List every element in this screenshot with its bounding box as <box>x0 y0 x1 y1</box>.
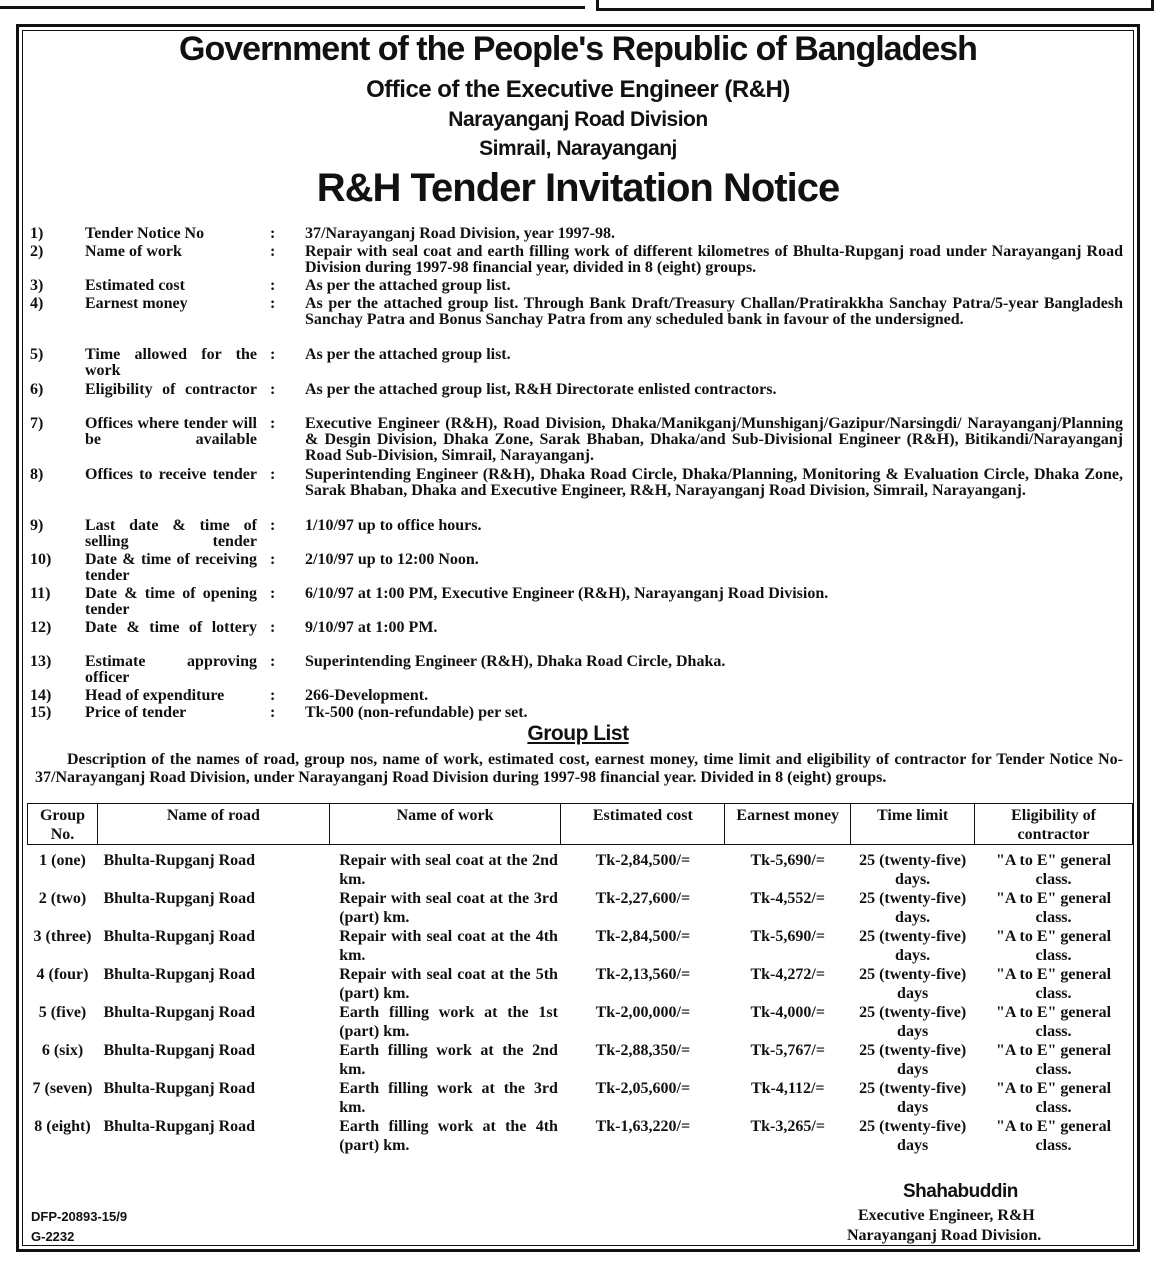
time-cell: 25 (twenty-five) days <box>859 1080 967 1116</box>
item-value: As per the attached group list. <box>305 346 511 363</box>
cost-cell: Tk-2,05,600/= <box>595 1080 691 1097</box>
cost-cell: Tk-2,13,560/= <box>595 966 691 983</box>
cost-cell: Tk-2,84,500/= <box>595 852 691 869</box>
cost-cell: Tk-1,63,220/= <box>595 1118 691 1135</box>
road-cell: Bhulta-Rupganj Road <box>103 1080 256 1097</box>
group-cell: 6 (six) <box>41 1042 84 1059</box>
column-header: Time limit <box>851 804 975 845</box>
government-heading: Government of the People's Republic of Bangladesh <box>179 30 977 68</box>
item-label: Head of expenditure <box>85 687 225 704</box>
signatory-name: Shahabuddin <box>903 1181 1018 1202</box>
work-cell: Repair with seal coat at the 3rd (part) km. <box>339 890 558 926</box>
group-list-description: Description of the names of road, group nos, name of work, estimated cost, earnest money, time limit and eligibility of contractor for Tender Notice No-37/Narayanganj Road Division, under Narayanganj Road Division during 1997-98 financial year. Divided in 8 (eight) groups. <box>35 751 1123 786</box>
earnest-cell: Tk-5,690/= <box>750 852 825 869</box>
table-row <box>28 845 1133 890</box>
work-cell: Earth filling work at the 3rd km. <box>339 1080 558 1116</box>
item-colon: : <box>270 381 276 398</box>
item-label: Offices where tender will be available <box>85 415 257 448</box>
cost-cell: Tk-2,84,500/= <box>595 928 691 945</box>
item-number: 1) <box>30 225 44 242</box>
item-colon: : <box>270 225 276 242</box>
item-colon: : <box>270 415 276 432</box>
road-cell: Bhulta-Rupganj Road <box>103 1042 256 1059</box>
item-number: 10) <box>30 551 52 568</box>
item-value: 37/Narayanganj Road Division, year 1997-98. <box>305 225 615 242</box>
item-colon: : <box>270 551 276 568</box>
item-label: Offices to receive tender <box>85 466 257 483</box>
work-cell: Earth filling work at the 1st (part) km. <box>339 1004 558 1040</box>
table-row <box>28 1117 1133 1155</box>
table-row <box>28 1003 1133 1041</box>
item-value: 2/10/97 up to 12:00 Noon. <box>305 551 479 568</box>
item-label: Estimate approving officer <box>85 653 257 686</box>
eligibility-cell: "A to E" general class. <box>995 890 1112 926</box>
item-label: Tender Notice No <box>85 225 205 242</box>
group-cell: 5 (five) <box>38 1004 87 1021</box>
item-value: Superintending Engineer (R&H), Dhaka Road Circle, Dhaka/Planning, Monitoring & Evaluation Circle, Dhaka Zone, Sarak Bhaban, Dhaka and Executive Engineer, R&H, Narayanganj Road Division, Simrail, Narayanganj. <box>305 466 1123 499</box>
earnest-cell: Tk-5,690/= <box>750 928 825 945</box>
item-value: Executive Engineer (R&H), Road Division, Dhaka/Manikganj/Munshiganj/Gazipur/Narsingdi/ Narayanganj/Planning & Desgin Division, Dhaka Zone, Sarak Bhaban, Dhaka/and Sub-Divisional Engineer (R&H), Bitikandi/Narayanganj Road Sub-Division, Simrail, Narayanganj. <box>305 415 1123 464</box>
office-heading: Office of the Executive Engineer (R&H) <box>366 76 790 103</box>
item-label: Date & time of lottery <box>85 619 257 636</box>
item-colon: : <box>270 619 276 636</box>
table-row <box>28 927 1133 965</box>
item-number: 11) <box>30 585 51 602</box>
item-number: 8) <box>30 466 44 483</box>
item-number: 6) <box>30 381 44 398</box>
cost-cell: Tk-2,88,350/= <box>595 1042 691 1059</box>
column-header: Earnest money <box>725 804 851 845</box>
work-cell: Repair with seal coat at the 2nd km. <box>339 852 558 888</box>
road-cell: Bhulta-Rupganj Road <box>103 890 256 907</box>
item-label: Last date & time of selling tender <box>85 517 257 550</box>
eligibility-cell: "A to E" general class. <box>995 1004 1112 1040</box>
item-number: 14) <box>30 687 52 704</box>
item-colon: : <box>270 277 276 294</box>
cost-cell: Tk-2,00,000/= <box>595 1004 691 1021</box>
item-colon: : <box>270 585 276 602</box>
item-value: Superintending Engineer (R&H), Dhaka Road Circle, Dhaka. <box>305 653 726 670</box>
work-cell: Earth filling work at the 2nd km. <box>339 1042 558 1078</box>
table-row <box>28 1079 1133 1117</box>
earnest-cell: Tk-4,000/= <box>750 1004 825 1021</box>
table-row <box>28 965 1133 1003</box>
column-header: Eligibility of contractor <box>975 804 1133 845</box>
item-number: 3) <box>30 277 44 294</box>
item-number: 13) <box>30 653 52 670</box>
item-colon: : <box>270 346 276 363</box>
item-label: Date & time of receiving tender <box>85 551 257 584</box>
group-list-title: Group List <box>527 722 629 745</box>
earnest-cell: Tk-5,767/= <box>750 1042 825 1059</box>
time-cell: 25 (twenty-five) days <box>859 966 967 1002</box>
column-header: Group No. <box>28 804 98 845</box>
group-cell: 8 (eight) <box>34 1118 91 1135</box>
item-value: 266-Development. <box>305 687 429 704</box>
item-value: As per the attached group list. Through Bank Draft/Treasury Challan/Pratirakkha Sanchay Patra/5-year Bangladesh Sanchay Patra and Bonus Sanchay Patra from any scheduled bank in favour of the undersigned. <box>305 295 1123 328</box>
item-number: 7) <box>30 415 44 432</box>
cost-cell: Tk-2,27,600/= <box>595 890 691 907</box>
road-cell: Bhulta-Rupganj Road <box>103 1118 256 1135</box>
eligibility-cell: "A to E" general class. <box>995 1118 1112 1154</box>
item-colon: : <box>270 295 276 312</box>
dfp-reference: DFP-20893-15/9 <box>31 1209 128 1224</box>
road-cell: Bhulta-Rupganj Road <box>103 1004 256 1021</box>
signatory-designation: Executive Engineer, R&H <box>858 1207 1035 1224</box>
time-cell: 25 (twenty-five) days <box>859 1118 967 1154</box>
eligibility-cell: "A to E" general class. <box>995 852 1112 888</box>
time-cell: 25 (twenty-five) days. <box>859 928 967 964</box>
item-label: Date & time of opening tender <box>85 585 257 618</box>
road-cell: Bhulta-Rupganj Road <box>103 852 256 869</box>
item-number: 9) <box>30 517 44 534</box>
item-colon: : <box>270 653 276 670</box>
eligibility-cell: "A to E" general class. <box>995 928 1112 964</box>
group-cell: 1 (one) <box>39 852 86 869</box>
group-cell: 4 (four) <box>36 966 89 983</box>
group-cell: 7 (seven) <box>32 1080 93 1097</box>
item-value: As per the attached group list, R&H Directorate enlisted contractors. <box>305 381 777 398</box>
eligibility-cell: "A to E" general class. <box>995 966 1112 1002</box>
item-label: Price of tender <box>85 704 187 721</box>
road-cell: Bhulta-Rupganj Road <box>103 966 256 983</box>
time-cell: 25 (twenty-five) days. <box>859 890 967 926</box>
eligibility-cell: "A to E" general class. <box>995 1042 1112 1078</box>
item-colon: : <box>270 687 276 704</box>
item-label: Name of work <box>85 243 182 260</box>
g-reference: G-2232 <box>31 1229 75 1244</box>
item-colon: : <box>270 517 276 534</box>
item-value: Repair with seal coat and earth filling work of different kilometres of Bhulta-Rupganj road under Narayanganj Road Division during 1997-98 financial year, divided in 8 (eight) groups. <box>305 243 1123 276</box>
work-cell: Earth filling work at the 4th (part) km. <box>339 1118 558 1154</box>
table-header-row <box>28 804 1133 845</box>
earnest-cell: Tk-3,265/= <box>750 1118 825 1135</box>
time-cell: 25 (twenty-five) days <box>859 1042 967 1078</box>
item-label: Earnest money <box>85 295 188 312</box>
location-heading: Simrail, Narayanganj <box>479 137 677 160</box>
item-value: 1/10/97 up to office hours. <box>305 517 482 534</box>
top-rule-left <box>0 0 585 9</box>
table-row <box>28 1041 1133 1079</box>
item-value: 9/10/97 at 1:00 PM. <box>305 619 438 636</box>
item-number: 15) <box>30 704 52 721</box>
top-rule-right <box>596 0 1154 11</box>
earnest-cell: Tk-4,112/= <box>750 1080 825 1097</box>
time-cell: 25 (twenty-five) days. <box>859 852 967 888</box>
item-number: 12) <box>30 619 52 636</box>
item-value: 6/10/97 at 1:00 PM, Executive Engineer (R&H), Narayanganj Road Division. <box>305 585 829 602</box>
work-cell: Repair with seal coat at the 5th (part) km. <box>339 966 558 1002</box>
road-cell: Bhulta-Rupganj Road <box>103 928 256 945</box>
item-label: Eligibility of contractor <box>85 381 257 398</box>
earnest-cell: Tk-4,552/= <box>750 890 825 907</box>
item-number: 2) <box>30 243 44 260</box>
column-header: Name of work <box>329 804 561 845</box>
group-list-table <box>27 803 1133 1155</box>
item-value: Tk-500 (non-refundable) per set. <box>305 704 528 721</box>
division-heading: Narayanganj Road Division <box>448 108 708 131</box>
item-label: Time allowed for the work <box>85 346 257 379</box>
column-header: Name of road <box>97 804 329 845</box>
earnest-cell: Tk-4,272/= <box>750 966 825 983</box>
table-row <box>28 889 1133 927</box>
item-value: As per the attached group list. <box>305 277 511 294</box>
column-header: Estimated cost <box>561 804 725 845</box>
item-number: 4) <box>30 295 44 312</box>
group-cell: 3 (three) <box>33 928 92 945</box>
item-label: Estimated cost <box>85 277 185 294</box>
item-colon: : <box>270 704 276 721</box>
item-number: 5) <box>30 346 44 363</box>
work-cell: Repair with seal coat at the 4th km. <box>339 928 558 964</box>
page-title: R&H Tender Invitation Notice <box>316 166 840 210</box>
item-colon: : <box>270 466 276 483</box>
eligibility-cell: "A to E" general class. <box>995 1080 1112 1116</box>
top-rule <box>0 0 1156 14</box>
item-colon: : <box>270 243 276 260</box>
signatory-division: Narayanganj Road Division. <box>847 1227 1042 1244</box>
time-cell: 25 (twenty-five) days <box>859 1004 967 1040</box>
group-cell: 2 (two) <box>38 890 87 907</box>
